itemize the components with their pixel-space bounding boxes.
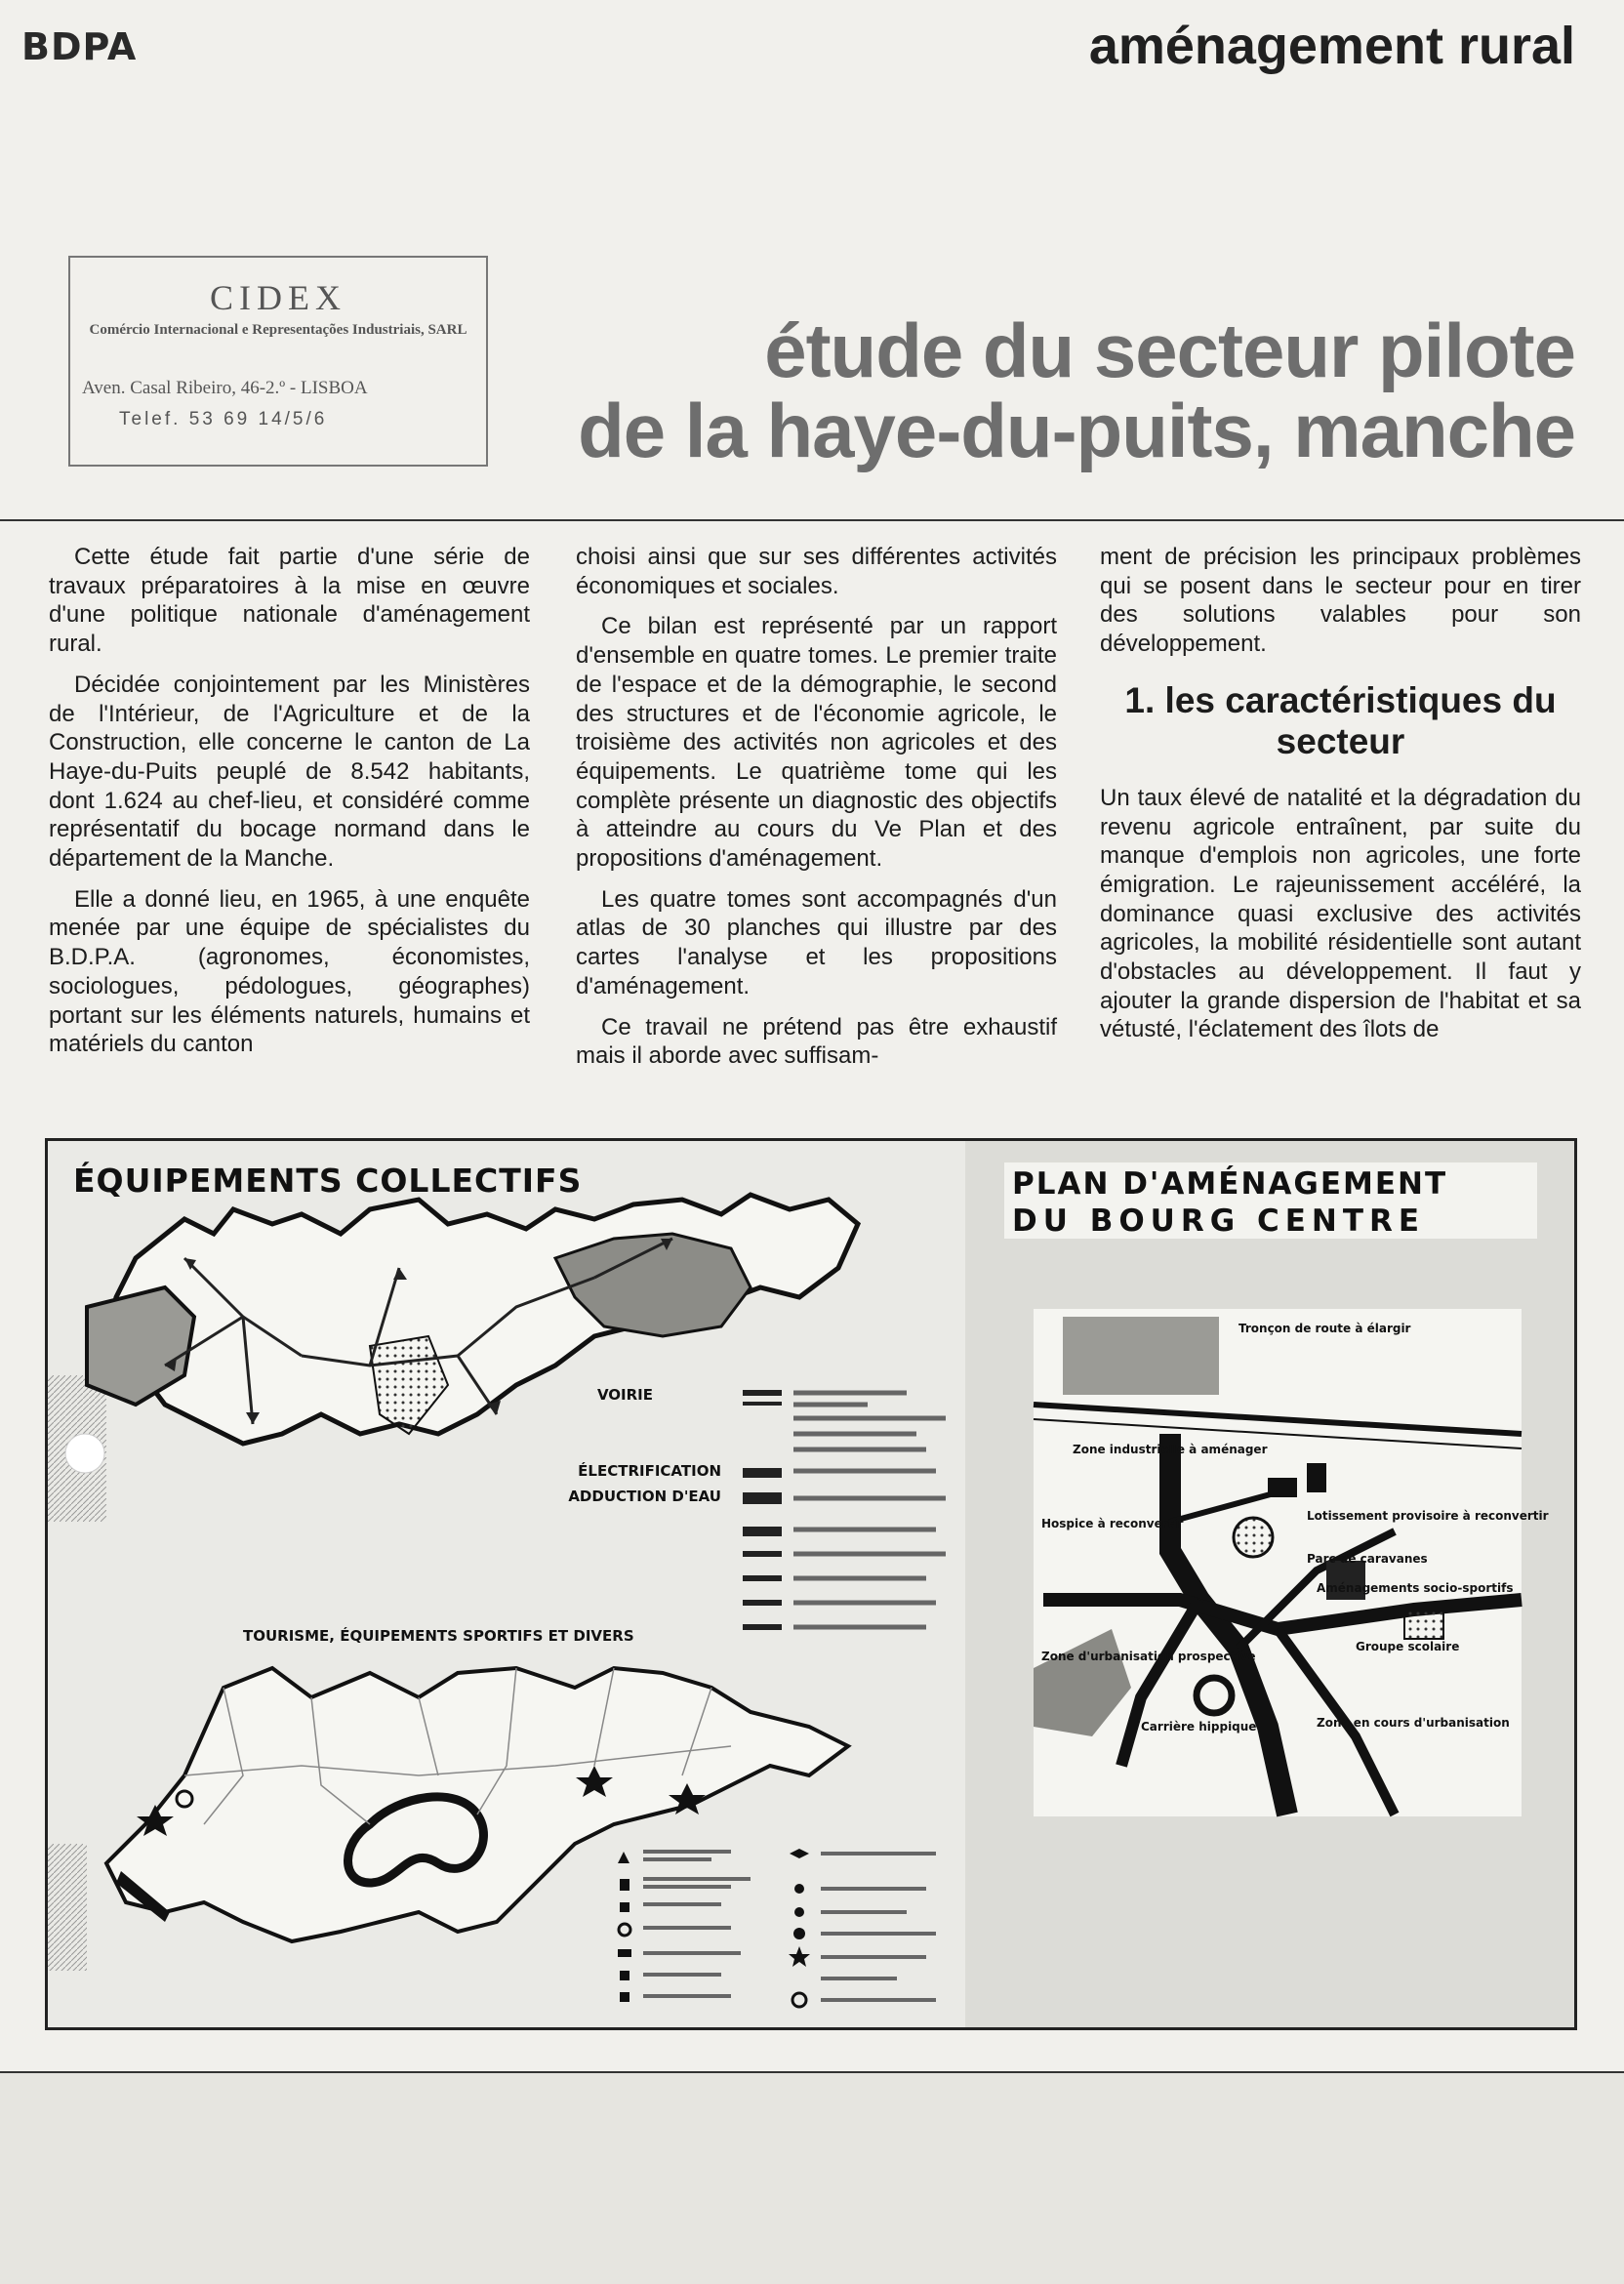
stamp-subtitle: Comércio Internacional e Representações Industriais, SARL bbox=[89, 322, 467, 338]
right-figure-title-2: DU BOURG CENTRE bbox=[1012, 1203, 1426, 1239]
label-caravanes: Parc de caravanes bbox=[1307, 1552, 1428, 1566]
canton-outline-2 bbox=[106, 1668, 848, 1941]
title-line-1: étude du secteur pilote bbox=[764, 307, 1575, 393]
cidex-stamp bbox=[68, 256, 488, 467]
label-urbanisation-prospective: Zone d'urbanisation prospective bbox=[1041, 1650, 1256, 1663]
plan-zone-top bbox=[1063, 1317, 1219, 1395]
paragraph: Ce bilan est représenté par un rapport d'ensemble en quatre tomes. Le premier traite de l'espace et de la démographie, le second des structures et de l'économie agricole, le troisième des activités non agricoles et des équipements. Le quatrième tome qui les complète présente un diagnostic des objectifs à atteindre au cours du Ve Plan et des propositions d'aménagement. bbox=[576, 613, 1057, 873]
article-column-2 bbox=[576, 543, 1057, 1082]
paragraph: choisi ainsi que sur ses différentes activités économiques et sociales. bbox=[576, 544, 1057, 599]
legend-text-lines bbox=[793, 1393, 946, 1627]
section-heading: 1. les caractéristiques du secteur bbox=[1124, 679, 1557, 761]
hatched-margin bbox=[48, 1844, 87, 1971]
figure-panel bbox=[45, 1138, 1577, 2030]
paragraph: Ce travail ne prétend pas être exhaustif mais il aborde avec suffisam- bbox=[576, 1013, 1057, 1070]
article-title bbox=[578, 307, 1575, 473]
label-lotissement: Lotissement provisoire à reconvertir bbox=[1307, 1509, 1549, 1523]
equipements-map bbox=[87, 1195, 946, 1630]
header-rule bbox=[0, 519, 1624, 521]
label-carriere: Carrière hippique bbox=[1141, 1720, 1257, 1733]
label-groupe-scolaire: Groupe scolaire bbox=[1356, 1640, 1460, 1653]
publisher-logo: BDPA bbox=[21, 25, 138, 68]
legend-electrification: ÉLECTRIFICATION bbox=[578, 1462, 721, 1480]
label-zone-en-cours: Zone en cours d'urbanisation bbox=[1317, 1716, 1510, 1730]
paragraph: Cette étude fait partie d'une série de travaux préparatoires à la mise en œuvre d'une politique nationale d'aménagement rural. bbox=[49, 544, 530, 658]
section-title: aménagement rural bbox=[1088, 17, 1575, 75]
paragraph: ment de précision les principaux problèmes qui se posent dans le secteur pour en tirer des solutions valables pour son développement. bbox=[1100, 544, 1581, 658]
right-figure-title-1: PLAN D'AMÉNAGEMENT bbox=[1012, 1166, 1448, 1202]
punch-hole bbox=[65, 1434, 104, 1473]
legend-voirie: VOIRIE bbox=[596, 1386, 653, 1404]
label-zone-industrielle: Zone industrielle à aménager bbox=[1073, 1443, 1268, 1456]
paragraph: Les quatre tomes sont accompagnés d'un atlas de 30 planches qui illustre par des cartes l'analyse et les propositions d'aménagement. bbox=[576, 885, 1057, 999]
paragraph: Un taux élevé de natalité et la dégradation du revenu agricole entraînent, par suite du manque d'emplois non agricoles, une forte émigration. Le rajeunissement accéléré, la dominance quasi exclusive des activités agricoles, la mobilité résidentielle sont autant d'obstacles au développement. Il faut y ajouter la grande dispersion de l'habitat et sa vétusté, l'éclatement des îlots de bbox=[1100, 784, 1581, 1043]
stamp-phone: Telef. 53 69 14/5/6 bbox=[119, 409, 328, 429]
plan-building bbox=[1268, 1478, 1297, 1497]
plan-building bbox=[1404, 1610, 1443, 1639]
tourisme-map bbox=[106, 1668, 936, 2007]
left-figure-title: ÉQUIPEMENTS COLLECTIFS bbox=[73, 1162, 583, 1200]
article-column-3 bbox=[1100, 543, 1581, 1056]
label-troncon: Tronçon de route à élargir bbox=[1238, 1322, 1411, 1335]
paragraph: Décidée conjointement par les Ministères de l'Intérieur, de l'Agriculture et de la Construction, elle concerne le canton de La Haye-du-Puits peuplé de 8.542 habitants, dont 1.624 au chef-lieu, et considéré comme représentatif du bocage normand dans le département de la Manche. bbox=[49, 671, 530, 873]
stamp-address: Aven. Casal Ribeiro, 46-2.º - LISBOA bbox=[82, 378, 368, 398]
bourg-plan bbox=[1034, 1309, 1549, 1816]
paragraph: Elle a donné lieu, en 1965, à une enquête menée par une équipe de spécialistes du B.D.P.A. (agronomes, économistes, sociologues, pédologues, géographes) portant sur les éléments naturels, humains et matériels du canton bbox=[49, 885, 530, 1058]
left-figure-subtitle: TOURISME, ÉQUIPEMENTS SPORTIFS ET DIVERS bbox=[243, 1627, 634, 1645]
stamp-name: CIDEX bbox=[210, 278, 346, 317]
label-socio: Aménagements socio-sportifs bbox=[1317, 1581, 1514, 1595]
legend-adduction: ADDUCTION D'EAU bbox=[568, 1488, 721, 1505]
blank-footer-area bbox=[0, 2073, 1624, 2284]
label-hospice: Hospice à reconvertir bbox=[1041, 1517, 1184, 1530]
article-column-1 bbox=[49, 543, 530, 1071]
figure-svg bbox=[48, 1141, 1574, 2027]
canton-outline bbox=[106, 1195, 858, 1444]
tourisme-legend-lines bbox=[643, 1852, 936, 2000]
caravan-park bbox=[1234, 1518, 1273, 1557]
legend-swatches bbox=[743, 1390, 782, 1630]
plan-building bbox=[1307, 1463, 1326, 1492]
title-line-2: de la haye-du-puits, manche bbox=[578, 387, 1575, 473]
